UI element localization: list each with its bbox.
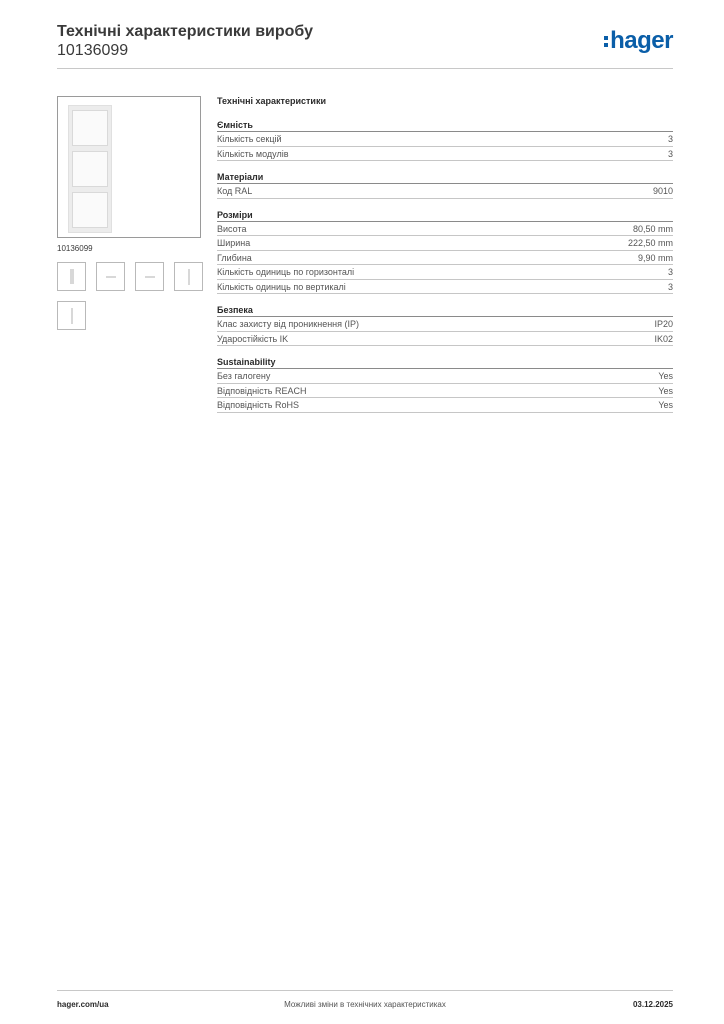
spec-row [217, 332, 673, 347]
spec-row [217, 398, 673, 413]
footer-website-link[interactable]: hager.com/ua [57, 1000, 109, 1009]
image-caption: 10136099 [57, 244, 93, 253]
spec-value: IK02 [654, 333, 673, 344]
spec-label: Кількість одиниць по горизонталі [217, 267, 355, 277]
thumbnail-gallery [57, 262, 203, 330]
section-title: Матеріали [217, 170, 673, 184]
spec-row [217, 265, 673, 280]
spec-value: Yes [658, 400, 673, 410]
spec-row [217, 384, 673, 399]
logo-dots-icon [604, 36, 608, 47]
specifications [217, 94, 673, 422]
section-title: Sustainability [217, 355, 673, 369]
spec-label: Без галогену [217, 371, 271, 381]
spec-value: Yes [658, 371, 673, 381]
section-title: Безпека [217, 303, 673, 317]
spec-value: 3 [667, 148, 673, 159]
footer-notice: Можливі зміни в технічних характеристиках [284, 1000, 446, 1009]
frame-opening [72, 151, 108, 187]
hager-logo[interactable] [604, 28, 673, 54]
spec-value: 3 [667, 134, 673, 144]
spec-label: Кількість одиниць по вертикалі [217, 281, 346, 292]
thumbnail-4[interactable] [174, 262, 203, 291]
specifications-title: Технічні характеристики [217, 96, 326, 106]
spec-section [217, 303, 673, 346]
spec-row [217, 317, 673, 332]
triple-frame-image [68, 105, 112, 233]
spec-label: Кількість модулів [217, 148, 289, 159]
page-header [57, 22, 673, 69]
spec-value: 9010 [652, 186, 673, 196]
spec-sections [217, 118, 673, 413]
spec-row [217, 369, 673, 384]
spec-label: Відповідність REACH [217, 385, 307, 396]
spec-value: 80,50 mm [632, 223, 673, 234]
spec-section [217, 170, 673, 199]
spec-value: 3 [667, 281, 673, 292]
spec-label: Глибина [217, 252, 252, 263]
thumbnail-3[interactable] [135, 262, 164, 291]
spec-row [217, 222, 673, 237]
spec-value: 222,50 mm [627, 238, 673, 248]
spec-label: Кількість секцій [217, 134, 282, 144]
page-footer [57, 990, 673, 1014]
spec-row [217, 184, 673, 199]
spec-label: Клас захисту від проникнення (IP) [217, 319, 360, 329]
thumbnail-1[interactable] [57, 262, 86, 291]
thumbnail-5[interactable] [57, 301, 86, 330]
frame-opening [72, 192, 108, 228]
spec-row [217, 251, 673, 266]
spec-value: 3 [667, 267, 673, 277]
logo-text: hager [610, 27, 673, 54]
spec-row [217, 147, 673, 162]
section-title: Ємність [217, 118, 673, 132]
spec-section [217, 118, 673, 161]
spec-label: Відповідність RoHS [217, 400, 299, 410]
spec-label: Ширина [217, 238, 251, 248]
spec-row [217, 132, 673, 147]
spec-value: IP20 [654, 319, 673, 329]
product-main-image[interactable] [57, 96, 201, 238]
spec-label: Ударостійкість IK [217, 333, 289, 344]
product-media [57, 96, 201, 330]
section-title: Розміри [217, 208, 673, 222]
spec-value: Yes [658, 385, 673, 396]
spec-section [217, 208, 673, 295]
spec-label: Висота [217, 223, 247, 234]
spec-section [217, 355, 673, 413]
thumbnail-2[interactable] [96, 262, 125, 291]
footer-date: 03.12.2025 [632, 1000, 673, 1009]
spec-label: Код RAL [217, 186, 253, 196]
product-number: 10136099 [57, 42, 129, 59]
page-title: Технічні характеристики виробу [57, 23, 313, 40]
spec-row [217, 280, 673, 295]
spec-row [217, 236, 673, 251]
spec-value: 9,90 mm [637, 252, 673, 263]
frame-opening [72, 110, 108, 146]
